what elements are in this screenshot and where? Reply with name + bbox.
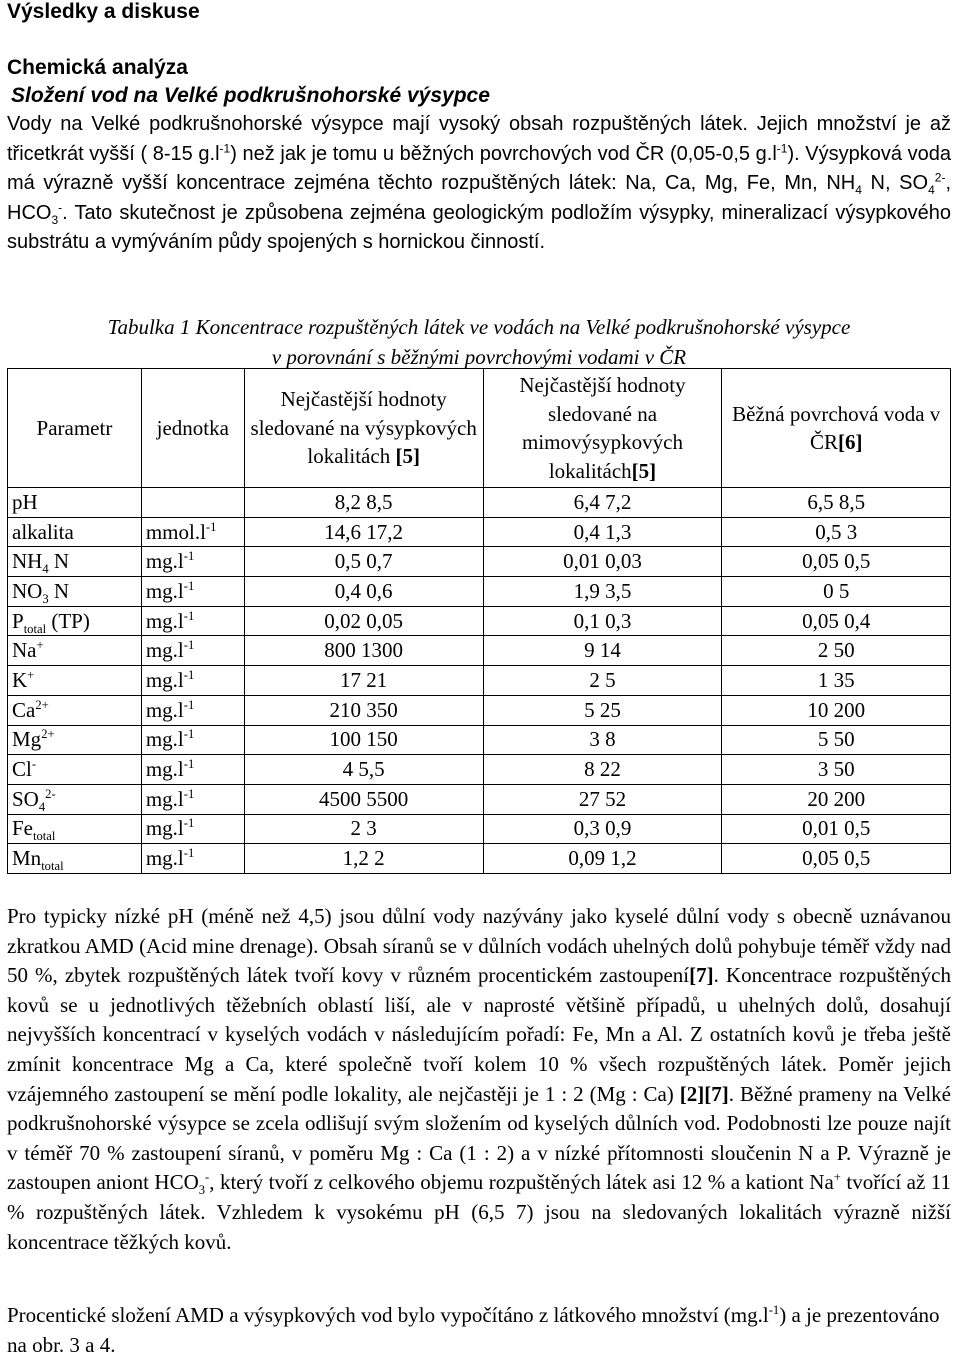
cell-non-dump-value: 8 22 xyxy=(483,755,722,785)
cell-parameter: alkalita xyxy=(8,517,142,547)
cell-dump-value: 0,02 0,05 xyxy=(244,606,483,636)
table-row xyxy=(8,755,951,785)
table-row xyxy=(8,577,951,607)
header-parameter: Parametr xyxy=(8,369,142,488)
cell-non-dump-value: 27 52 xyxy=(483,784,722,814)
cell-unit: $mg.l^{-1}$ xyxy=(141,755,244,785)
cell-non-dump-value: 5 25 xyxy=(483,695,722,725)
subsection-heading: Chemická analýza xyxy=(7,56,188,79)
cell-parameter: $Mg^{2+}$ xyxy=(8,725,142,755)
cell-non-dump-value: 0,09 1,2 xyxy=(483,844,722,874)
table-row xyxy=(8,784,951,814)
cell-non-dump-value: 1,9 3,5 xyxy=(483,577,722,607)
header-surface-water: Běžná povrchová voda v ČR[6] xyxy=(722,369,951,488)
cell-surface-value: 2 50 xyxy=(722,636,951,666)
cell-dump-value: 0,5 0,7 xyxy=(244,547,483,577)
cell-non-dump-value: 6,4 7,2 xyxy=(483,488,722,518)
table-row xyxy=(8,814,951,844)
cell-dump-value: 2 3 xyxy=(244,814,483,844)
cell-unit: $mmol.l^{-1}$ xyxy=(141,517,244,547)
cell-surface-value: 0,05 0,5 xyxy=(722,844,951,874)
table-row xyxy=(8,488,951,518)
table-row xyxy=(8,695,951,725)
caption-line-2: v porovnání s běžnými povrchovými vodami v ČR xyxy=(271,345,687,369)
table-row xyxy=(8,517,951,547)
cell-dump-value: 8,2 8,5 xyxy=(244,488,483,518)
cell-non-dump-value: 0,1 0,3 xyxy=(483,606,722,636)
table-caption xyxy=(7,312,951,372)
section-heading: Výsledky a diskuse xyxy=(7,0,200,23)
cell-surface-value: 0 5 xyxy=(722,577,951,607)
cell-parameter: $Mn_{total}$ xyxy=(8,844,142,874)
subsubsection-heading: Složení vod na Velké podkrušnohorské výsypce xyxy=(11,84,490,107)
cell-surface-value: 10 200 xyxy=(722,695,951,725)
table-row xyxy=(8,547,951,577)
cell-parameter: $NH_4$ N xyxy=(8,547,142,577)
header-non-dump-sites: Nejčastější hodnoty sledované na mimovýsypkových lokalitách[5] xyxy=(483,369,722,488)
cell-dump-value: 800 1300 xyxy=(244,636,483,666)
cell-dump-value: 1,2 2 xyxy=(244,844,483,874)
caption-line-1: Tabulka 1 Koncentrace rozpuštěných látek ve vodách na Velké podkrušnohorské výsypce xyxy=(107,315,851,339)
cell-unit: $mg.l^{-1}$ xyxy=(141,636,244,666)
cell-surface-value: 1 35 xyxy=(722,666,951,696)
cell-non-dump-value: 0,3 0,9 xyxy=(483,814,722,844)
cell-unit: $mg.l^{-1}$ xyxy=(141,577,244,607)
cell-parameter: $Ca^{2+}$ xyxy=(8,695,142,725)
header-dump-sites: Nejčastější hodnoty sledované na výsypkových lokalitách [5] xyxy=(244,369,483,488)
cell-non-dump-value: 2 5 xyxy=(483,666,722,696)
cell-parameter: $SO_4^{2-}$ xyxy=(8,784,142,814)
cell-unit: $mg.l^{-1}$ xyxy=(141,606,244,636)
cell-parameter: pH xyxy=(8,488,142,518)
cell-parameter: Na+ xyxy=(8,636,142,666)
cell-parameter: $P_{total}$ (TP) xyxy=(8,606,142,636)
cell-surface-value: 20 200 xyxy=(722,784,951,814)
cell-unit: $mg.l^{-1}$ xyxy=(141,814,244,844)
cell-dump-value: 14,6 17,2 xyxy=(244,517,483,547)
cell-dump-value: 17 21 xyxy=(244,666,483,696)
cell-non-dump-value: 0,4 1,3 xyxy=(483,517,722,547)
concentration-table xyxy=(7,368,951,874)
cell-non-dump-value: 9 14 xyxy=(483,636,722,666)
table-row xyxy=(8,725,951,755)
cell-parameter: K+ xyxy=(8,666,142,696)
discussion-paragraph: Pro typicky nízké pH (méně než 4,5) jsou důlní vody nazývány jako kyselé důlní vody s obecně uznávanou zkratkou AMD (Acid mine drenage). Obsah síranů se v důlních vodách uhelných dolů pohybuje téměř vždy nad 50 %, zbytek rozpuštěných látek tvoří kovy v různém procentickém zastoupení[7]. Koncentrace rozpuštěných kovů se u jednotlivých těžebních oblastí liší, ale v naprosté většině případů, u uhelných dolů, dosahují nejvyšších koncentrací v kyselých vodách v následujícím pořadí: Fe, Mn a Al. Z ostatních kovů je třeba ještě zmínit koncentrace Mg a Ca, které společně tvoří kolem 10 % všech rozpuštěných látek. Poměr jejich vzájemného zastoupení se mění podle lokality, ale nejčastěji je 1 : 2 (Mg : Ca) [2][7]. Běžné prameny na Velké podkrušnohorské výsypce se zcela odlišují svým složením od kyselých důlních vod. Podobnosti lze pouze najít v téměř 70 % zastoupení síranů, v poměru Mg : Ca (1 : 2) a v nízké přítomnosti sloučenin N a P. Výrazně je zastoupen aniont $HCO_3^-$, který tvoří z celkového objemu rozpuštěných látek asi 12 % a kationt Na+ tvořící až 11 % rozpuštěných látek. Vzhledem k vysokému pH (6,5 7) jsou na sledovaných lokalitách výrazně nižší koncentrace těžkých kovů. xyxy=(7,904,952,1254)
cell-dump-value: 210 350 xyxy=(244,695,483,725)
cell-dump-value: 0,4 0,6 xyxy=(244,577,483,607)
table-header-row xyxy=(8,369,951,488)
cell-unit: $mg.l^{-1}$ xyxy=(141,547,244,577)
cell-unit: $mg.l^{-1}$ xyxy=(141,784,244,814)
cell-surface-value: 3 50 xyxy=(722,755,951,785)
header-unit: jednotka xyxy=(141,369,244,488)
cell-dump-value: 4500 5500 xyxy=(244,784,483,814)
cell-surface-value: 0,01 0,5 xyxy=(722,814,951,844)
cell-non-dump-value: 3 8 xyxy=(483,725,722,755)
cell-surface-value: 0,05 0,4 xyxy=(722,606,951,636)
cell-dump-value: 4 5,5 xyxy=(244,755,483,785)
cell-unit: $mg.l^{-1}$ xyxy=(141,666,244,696)
table-row xyxy=(8,606,951,636)
table-row xyxy=(8,636,951,666)
cell-parameter: $Fe_{total}$ xyxy=(8,814,142,844)
cell-unit xyxy=(141,488,244,518)
cell-non-dump-value: 0,01 0,03 xyxy=(483,547,722,577)
cell-parameter: Cl- xyxy=(8,755,142,785)
table-row xyxy=(8,844,951,874)
cell-unit: $mg.l^{-1}$ xyxy=(141,844,244,874)
cell-dump-value: 100 150 xyxy=(244,725,483,755)
cell-surface-value: 6,5 8,5 xyxy=(722,488,951,518)
cell-surface-value: 0,5 3 xyxy=(722,517,951,547)
closing-paragraph: Procentické složení AMD a výsypkových vod bylo vypočítáno z látkového množství $(mg.l^{-1})$ a je prezentováno na obr. 3 a 4. xyxy=(7,1303,940,1357)
cell-unit: $mg.l^{-1}$ xyxy=(141,725,244,755)
cell-unit: $mg.l^{-1}$ xyxy=(141,695,244,725)
cell-parameter: $NO_3$ N xyxy=(8,577,142,607)
cell-surface-value: 5 50 xyxy=(722,725,951,755)
table-row xyxy=(8,666,951,696)
intro-paragraph: Vody na Velké podkrušnohorské výsypce mají vysoký obsah rozpuštěných látek. Jejich množství je až třicetkrát vyšší ( 8-15 $g.l^{-1}$) než jak je tomu u běžných povrchových vod ČR (0,05-0,5 $g.l^{-1}$). Výsypková voda má výrazně vyšší koncentrace zejména těchto rozpuštěných látek: Na, Ca, Mg, Fe, Mn, $NH_4$ N, $SO_4^{2-}$, $HCO_3^-$. Tato skutečnost je způsobena zejména geologickým podložím výsypky, mineralizací výsypkového substrátu a vymýváním půdy spojených s hornickou činností. xyxy=(7,113,951,253)
cell-surface-value: 0,05 0,5 xyxy=(722,547,951,577)
